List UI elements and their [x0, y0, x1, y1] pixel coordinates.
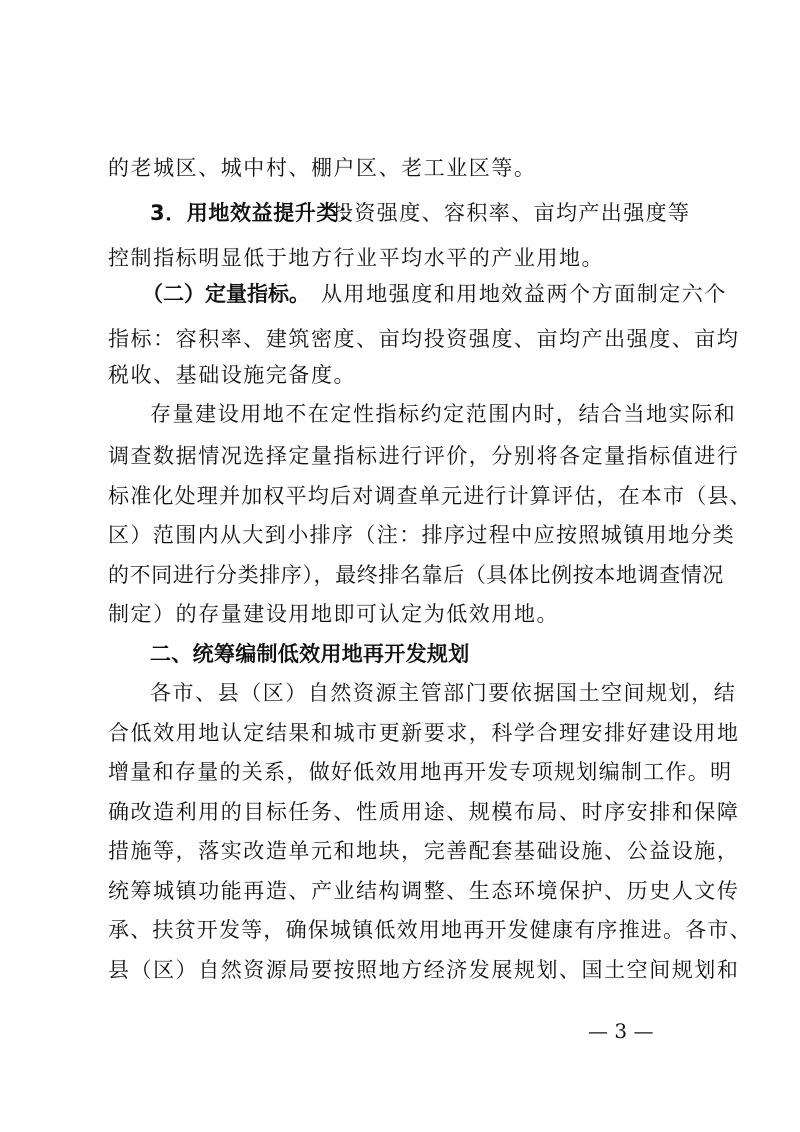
text-line [0, 829, 800, 873]
line-text: 措施等，落实改造单元和地块，完善配套基础设施、公益设施， [108, 839, 740, 863]
line-text: 的老城区、城中村、棚户区、老工业区等。 [108, 156, 537, 180]
line-text: 控制指标明显低于地方行业平均水平的产业用地。 [108, 246, 605, 270]
line-text: 合低效用地认定结果和城市更新要求，科学合理安排好建设用地 [108, 721, 740, 745]
line-text: 调查数据情况选择定量指标进行评价，分别将各定量指标值进行 [108, 444, 740, 468]
section-quantitative [0, 272, 800, 316]
line-text: 的不同进行分类排序），最终排名靠后（具体比例按本地调查情况 [108, 563, 724, 587]
line-text: 统筹城镇功能再造、产业结构调整、生态环境保护、历史人文传 [108, 879, 740, 903]
section-heading: （二）定量指标。 [142, 282, 310, 306]
item-heading: 3．用地效益提升类： [150, 201, 360, 225]
text-line [0, 750, 800, 794]
text-line [0, 711, 800, 755]
line-text: 投资强度、容积率、亩均产出强度等 [332, 201, 691, 225]
section-heading-2 [0, 632, 800, 676]
text-line [0, 513, 800, 557]
line-text: 增量和存量的关系，做好低效用地再开发专项规划编制工作。明 [108, 760, 733, 784]
text-line [0, 592, 800, 636]
line-text: 标准化处理并加权平均后对调查单元进行计算评估，在本市（县、 [108, 484, 752, 508]
text-line [0, 869, 800, 913]
line-text: 税收、基础设施完备度。 [108, 363, 357, 387]
text-line [0, 948, 800, 992]
text-line [0, 146, 800, 190]
text-line [0, 392, 800, 436]
text-line [0, 671, 800, 715]
text-line [0, 474, 800, 518]
text-line [0, 353, 800, 397]
paragraph-item-3 [0, 191, 800, 235]
text-line [0, 790, 800, 834]
text-line [0, 908, 800, 952]
line-text: 县（区）自然资源局要按照地方经济发展规划、国土空间规划和 [108, 958, 740, 982]
line-text: 从用地强度和用地效益两个方面制定六个 [321, 282, 727, 306]
page-number: — 3 — [588, 1019, 654, 1043]
text-line [0, 434, 800, 478]
line-text: 承、扶贫开发等，确保城镇低效用地再开发健康有序推进。各市、 [108, 918, 752, 942]
line-text: 区）范围内从大到小排序（注：排序过程中应按照城镇用地分类 [108, 523, 736, 547]
text-line [0, 553, 800, 597]
line-text: 制定）的存量建设用地即可认定为低效用地。 [108, 602, 559, 626]
line-text: 确改造利用的目标任务、性质用途、规模布局、时序安排和保障 [108, 800, 740, 824]
heading-text: 二、统筹编制低效用地再开发规划 [150, 642, 470, 666]
line-text: 各市、县（区）自然资源主管部门要依据国土空间规划，结 [150, 681, 737, 705]
line-text: 指标：容积率、建筑密度、亩均投资强度、亩均产出强度、亩均 [108, 327, 740, 351]
line-text: 存量建设用地不在定性指标约定范围内时，结合当地实际和 [150, 402, 737, 426]
